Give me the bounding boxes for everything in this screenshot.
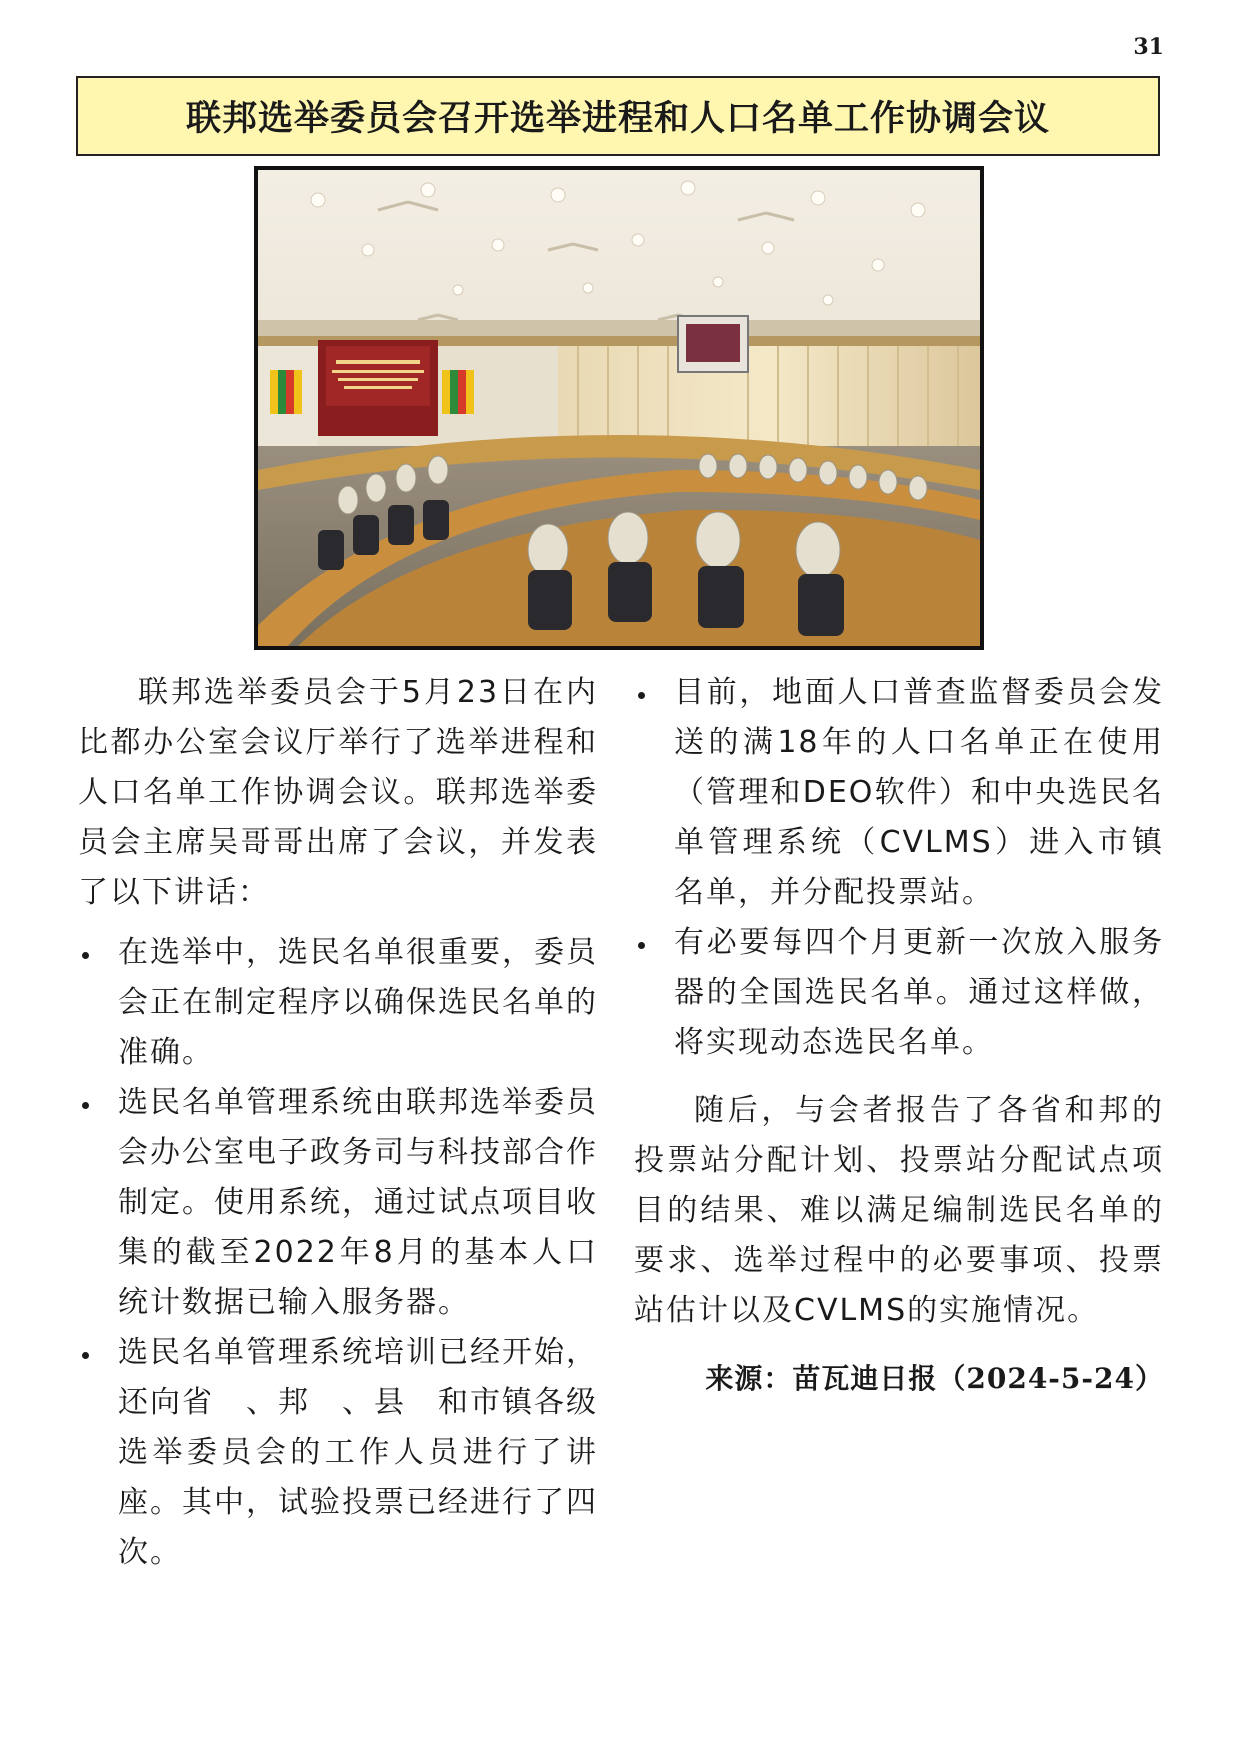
- left-bullet-list: [78, 928, 598, 1578]
- bullet-item: 选民名单管理系统由联邦选举委员会办公室电子政务司与科技部合作制定。使用系统，通过试点项目收集的截至2022年8月的基本人口统计数据已输入服务器。: [78, 1078, 598, 1328]
- bullet-item: 目前，地面人口普查监督委员会发送的满18年的人口名单正在使用（管理和DEO软件）和中央选民名单管理系统（CVLMS）进入市镇名单，并分配投票站。: [634, 668, 1164, 918]
- bullet-item: 在选举中，选民名单很重要，委员会正在制定程序以确保选民名单的准确。: [78, 928, 598, 1078]
- right-bullet-list: [634, 668, 1164, 1068]
- left-column: [78, 668, 598, 1578]
- meeting-hall-image: [258, 170, 980, 646]
- article-title: 联邦选举委员会召开选举进程和人口名单工作协调会议: [185, 98, 1050, 139]
- page-number: 31: [1133, 34, 1164, 60]
- title-banner: [76, 76, 1160, 156]
- right-column: [634, 668, 1164, 1404]
- followup-paragraph: 随后，与会者报告了各省和邦的投票站分配计划、投票站分配试点项目的结果、难以满足编制选民名单的要求、选举过程中的必要事项、投票站估计以及CVLMS的实施情况。: [634, 1093, 1164, 1328]
- bullet-item: 选民名单管理系统培训已经开始，还向省 、邦 、县 和市镇各级选举委员会的工作人员进行了讲座。其中，试验投票已经进行了四次。: [78, 1328, 598, 1578]
- meeting-photo: [254, 166, 984, 650]
- intro-paragraph: 联邦选举委员会于5月23日在内比都办公室会议厅举行了选举进程和人口名单工作协调会议。联邦选举委员会主席吴哥哥出席了会议，并发表了以下讲话：: [78, 675, 598, 910]
- bullet-item: 有必要每四个月更新一次放入服务器的全国选民名单。通过这样做，将实现动态选民名单。: [634, 918, 1164, 1068]
- source-citation: 来源：苗瓦迪日报（2024-5-24）: [705, 1362, 1164, 1395]
